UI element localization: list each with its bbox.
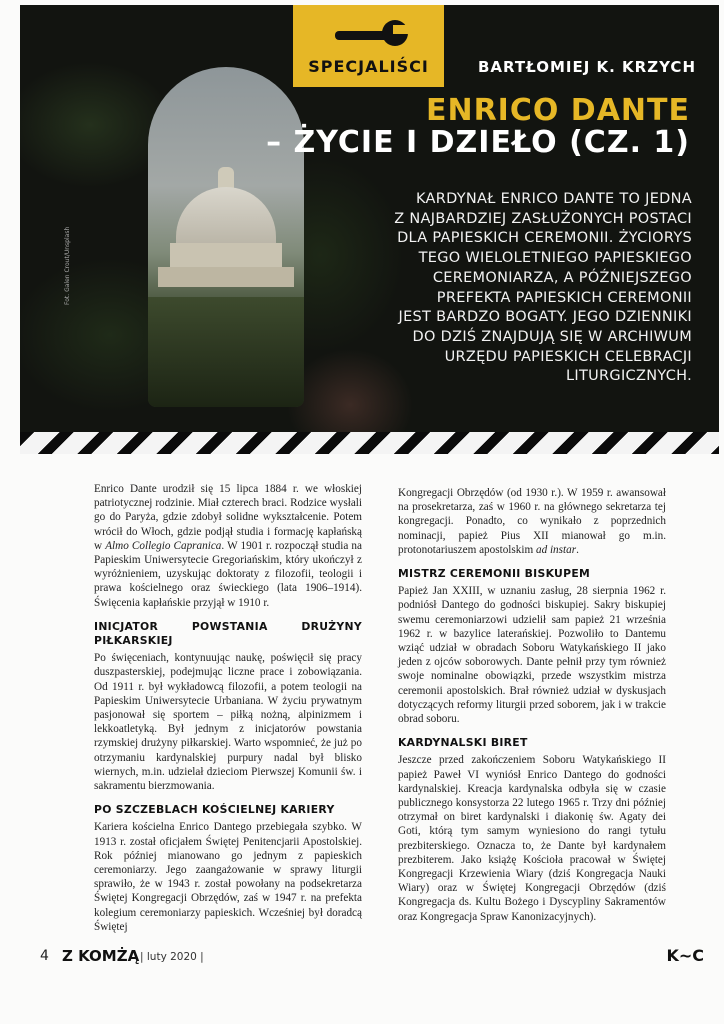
intro-paragraph [94, 482, 362, 610]
wrench-icon [325, 19, 413, 51]
lead-line: Z NAJBARDZIEJ ZASŁUŻONYCH POSTACI [394, 210, 692, 227]
section-label: SPECJALIŚCI [308, 57, 429, 76]
section-heading: MISTRZ CEREMONII BISKUPEM [398, 567, 591, 581]
paragraph-text-end: . [576, 543, 579, 556]
lead-line: DO DZIŚ ZNAJDUJĄ SIĘ W ARCHIWUM [412, 328, 692, 345]
lead-paragraph [372, 190, 692, 387]
paragraph-italic: ad instar [535, 543, 577, 556]
hazard-stripe-divider [20, 432, 719, 454]
section-banner [293, 5, 444, 87]
basilica-base [158, 267, 294, 287]
intro-text: Enrico Dante urodził się 15 lipca 1884 r. we włoskiej patriotycznej rodzinie. Miał czterech braci. Rodzice wysłali go do Paryża, gdzie zdobył solidne wykształcenie. Potem wrócił do Włoch, gdzie podjął studia i formację kapłańską w [94, 483, 362, 552]
article-column-right [398, 486, 666, 924]
page-number: 4 [40, 948, 49, 964]
dome-drum [170, 243, 282, 269]
garden-trees [148, 297, 304, 407]
lead-line: DLA PAPIESKICH CEREMONII. ŻYCIORYS [397, 230, 692, 247]
paragraph: Po święceniach, kontynuując naukę, poświęcił się pracy duszpasterskiej, podejmując liczne prace i zobowiązania. Od 1911 r. był wykładowcą filozofii, a potem teologii na Papieskim Uniwersytecie Urbaniana. W życiu prywatnym pasjonował się sportem – piłką nożną, alpinizmem i lekkoatletyką. Był jednym z inicjatorów powstania rzymskiej drużyny piłkarskiej. Warto wspomnieć, że już po otrzymaniu kardynalskiej purpury nadal był blisko wiernych, m.in. udzielał dzieciom Pierwszej Komunii św. i sakramentu bierzmowania. [94, 652, 362, 793]
lead-line: JEST BARDZO BOGATY. JEGO DZIENNIKI [398, 309, 692, 326]
lead-line: PREFEKTA PAPIESKICH CEREMONII [436, 289, 692, 306]
paragraph: Papież Jan XXIII, w uznaniu zasług, 28 sierpnia 1962 r. podniósł Dantego do godności biskupiej. Sakry biskupiej swemu ceremoniarzowi udzielił sam papież 21 września 1962 r. w bazylice laterańskiej. Pozwoliło to Dantemu wziąć udział w obradach Soboru Watykańskiego II jako jeden z ojców soborowych. Dante pełnił przy tym również swoje nominalne obowiązki, przede wszystkim mistrza ceremonii apostolskich. Brał również udział w dyskusjach dotyczących reformy liturgii przed soborem, jak i w trakcie obrad soboru. [398, 585, 666, 726]
issue-date: | luty 2020 | [140, 951, 204, 963]
lead-line: KARDYNAŁ ENRICO DANTE TO JEDNA [415, 191, 692, 207]
lead-line: URZĘDU PAPIESKICH CELEBRACJI [444, 348, 692, 365]
paragraph: Jeszcze przed zakończeniem Soboru Watykańskiego II papież Paweł VI wyniósł Enrico Dantego do godności kardynalskiej. Kreacja kardynalska odbyła się w czasie publicznego konsystorza 22 lutego 1965 r. Trzy dni później otrzymał on biret kardynalski i diakonię św. Agaty dei Goti, którą tym samym wyniesiono do rangi tytułu prezbiterskiego. Oznacza to, że Dante był kardynałem prezbiterem. Jako książę Kościoła pracował w Świętej Kongregacji Krzewienia Wiary (dziś Kongregacja Nauki Wiary) oraz w Świętej Kongregacji Obrzędów (dziś Kongregacja ds. Kultu Bożego i Dyscypliny Sakramentów oraz Kongregacja Spraw Kanonizacyjnych). [398, 754, 666, 923]
intro-italic: Almo Collegio Capranica [105, 539, 222, 552]
basilica-dome [176, 187, 276, 247]
page-footer [40, 946, 710, 970]
section-heading: KARDYNALSKI BIRET [398, 736, 528, 750]
keyhole-view [148, 67, 304, 407]
lead-line: LITURGICZNYCH. [566, 368, 692, 385]
paragraph: Kariera kościelna Enrico Dantego przebiegała szybko. W 1913 r. został oficjałem Świętej Penitencjarii Apostolskiej. Rok później mianowano go jednym z papieskich ceremoniarzy. Jego zaangażowanie w sprawy liturgii sprawiło, że w 1943 r. został powołany na podsekretarza Świętej Kongregacji Obrzędów, zaś w 1947 r. na prefekta kolegium ceremoniarzy papieskich. Wcześniej był doradcą Świętej [94, 821, 362, 933]
section-heading: INICJATOR POWSTANIA DRUŻYNY PIŁKARSKIEJ [94, 619, 362, 648]
paragraph [398, 486, 666, 557]
magazine-name: Z KOMŻĄ [62, 947, 140, 965]
author-name: BARTŁOMIEJ K. KRZYCH [477, 58, 696, 76]
paragraph-text: Kongregacji Obrzędów (od 1930 r.). W 1959 r. awansował na prosekretarza, zaś w 1960 r. na głównego sekretarza tej kongregacji. Ponadto, co wynikało z poprzednich nominacji, papież Pius XII mianował go m.in. protonotariuszem apostolskim [398, 487, 666, 556]
kc-logo: K~C [666, 946, 704, 965]
article-title: ENRICO DANTE [425, 93, 690, 128]
photo-credit: Fot. Galen Crout/Unsplash [64, 226, 71, 305]
lead-line: CEREMONIARZA, A PÓŹNIEJSZEGO [432, 269, 692, 286]
intro-text-cont: . W 1901 r. rozpoczął studia na Papieskim Uniwersytecie Gregoriańskim, który ukończył z wyróżnieniem, uzyskując doktoraty z filozofii, teologii i prawa kościelnego oraz świeckiego (lata 1906–1914). Święcenia kapłańskie przyjął w 1910 r. [94, 539, 362, 609]
article-subtitle: – ŻYCIE I DZIEŁO (CZ. 1) [266, 125, 690, 160]
section-heading: PO SZCZEBLACH KOŚCIELNEJ KARIERY [94, 803, 335, 817]
lead-line: TEGO WIELOLETNIEGO PAPIESKIEGO [418, 250, 692, 267]
article-column-left [94, 482, 362, 934]
